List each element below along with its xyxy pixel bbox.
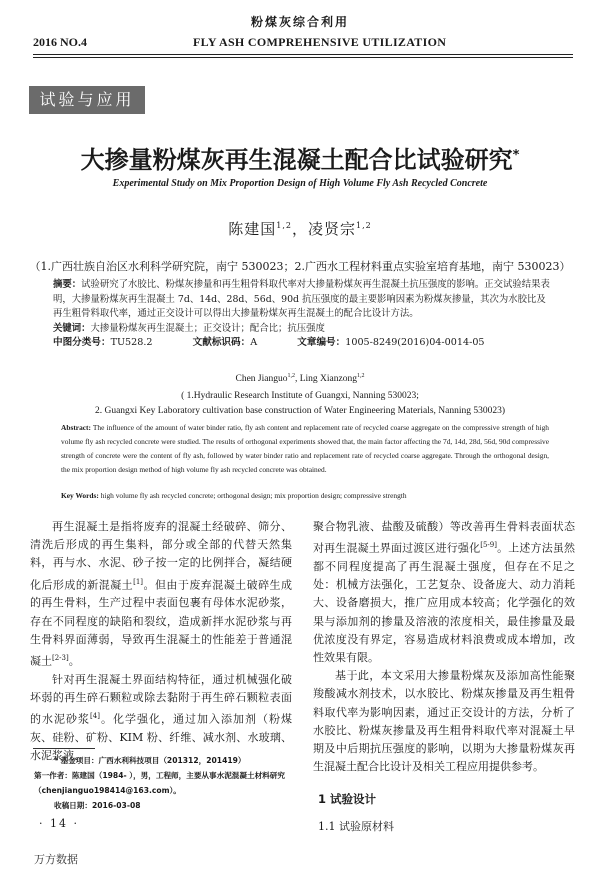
text-run: 。化学强化，通过加入添加剂（粉煤灰、硅粉、矿粉、KIM 粉、纤维、减水剂、水玻璃、水泥浆液、	[30, 713, 293, 763]
keywords-en	[61, 491, 549, 500]
header-rule	[33, 54, 573, 55]
text-run: 。	[68, 654, 80, 668]
title-footnote-mark: *	[512, 148, 520, 163]
author-2-en: Ling Xianzong	[299, 374, 357, 385]
watermark: 万方数据	[34, 853, 78, 866]
authors-en	[0, 373, 600, 384]
title-en: Experimental Study on Mix Proportion Design of High Volume Fly Ash Recycled Concrete	[112, 178, 488, 189]
keywords-cn-label: 关键词：	[53, 322, 91, 334]
text-run: 针对再生混凝土界面结构特征，通过机械强化破坏弱的再生碎石颗粒或除去黏附于再生碎石颗粒表面的水泥砂浆	[30, 672, 292, 726]
title-cn-text: 大掺量粉煤灰再生混凝土配合比试验研究	[80, 146, 513, 174]
footnote-rule	[33, 748, 95, 749]
article-id-value: 1005-8249(2016)04-0014-05	[345, 337, 485, 348]
footnote-first-author: 第一作者：陈建国（1984- ），男，工程师，主要从事水泥混凝土材料研究（chenjianguo198414@163.com）。	[34, 771, 285, 795]
running-header	[33, 35, 573, 51]
article-id-label: 文章编号：	[297, 337, 346, 348]
journal-name-cn: 粉煤灰综合利用	[250, 15, 349, 29]
body-column-right	[313, 518, 575, 777]
affiliation-en-line-1: ( 1.Hydraulic Research Institute of Guangxi, Nanning 530023;	[181, 391, 419, 401]
clc-label: 中图分类号：	[53, 337, 111, 348]
header-rule-thin	[33, 57, 573, 58]
author-2-cn: 凌贤宗	[308, 220, 357, 238]
paragraph	[313, 518, 575, 667]
text-run: 。但由于废弃混凝土破碎生成的再生骨料，生产过程中表面包裹有母体水泥砂浆，存在不同程度的缺陷和裂纹，造成新拌水泥砂浆与再生骨料界面薄弱，导致再生混凝土的性能差于普通混凝土	[30, 578, 293, 668]
classification-line	[53, 336, 551, 351]
paragraph	[30, 671, 292, 766]
author-2-en-affil: 1,2	[357, 373, 365, 379]
citation: [2-3]	[52, 654, 69, 663]
footnotes	[34, 753, 294, 813]
abstract-cn-label: 摘要：	[53, 279, 82, 290]
author-1-cn: 陈建国	[228, 220, 277, 238]
title-cn	[0, 140, 600, 175]
abstract-en-label: Abstract:	[61, 423, 91, 432]
citation: [5-9]	[480, 541, 497, 550]
doc-code-label: 文献标识码：	[192, 337, 251, 348]
abstract-en-text: The influence of the amount of water binder ratio, fly ash content and replacement rate of recycled coarse aggregate on the compressive strength of high volume fly ash recycled concrete were studied. The results of orthogonal experiments showed that, the main factor affecting the 7d, 14d, 28d, 56d, 90d compressive strength of concrete were the content of fly ash, followed by water binder ratio and replacement rate of recycled coarse aggregate. Through the orthogonal design, the mix proportion design method of high volume fly ash recycled concrete was obtained.	[61, 423, 549, 474]
author-separator: ，	[291, 220, 308, 238]
author-1-en: Chen Jianguo	[235, 374, 288, 385]
abstract-cn-text: 试验研究了水胶比、粉煤灰掺量和再生粗骨料取代率对大掺量粉煤灰再生混凝土抗压强度的影响。正交试验结果表明，大掺量粉煤灰再生混凝土 7d、14d、28d、56d、90d 抗压强度的最主要影响因素为粉煤灰掺量，其次为水胶比及再生粗骨料取代率，通过正交设计可以得出大掺量粉煤灰再生混凝土的配合比设计方法。	[53, 279, 550, 319]
text-run: 。上述方法虽然都不同程度提高了再生混凝土强度，但存在不足之处：机械方法强化，工艺复杂、设备庞大、动力消耗大、设备磨损大，推广应用成本较高；化学强化的效果与添加剂的掺量及溶液的浓度相关，最佳掺量及最优浓度没有界定，容易造成材料浪费或成本增加，改性效果有限。	[313, 541, 576, 665]
page-number: · 14 ·	[39, 817, 79, 830]
footnote-funding: * 基金项目：广西水利科技项目（201312，201419）	[54, 756, 246, 765]
section-tag: 试验与应用	[29, 86, 145, 114]
citation: [1]	[133, 577, 144, 586]
author-2-affil: 1,2	[356, 221, 372, 230]
abstract-cn-body	[53, 278, 551, 322]
keywords-en-text: high volume fly ash recycled concrete; orthogonal design; mix proportion design; compressive strength	[98, 491, 407, 500]
abstract-cn	[53, 278, 551, 351]
keywords-en-label: Key Words:	[61, 491, 99, 500]
author-1-affil: 1,2	[276, 221, 292, 230]
paragraph	[30, 518, 292, 671]
clc-value: TU528.2	[110, 337, 153, 348]
section-heading-1: 1 试验设计	[318, 792, 377, 806]
affiliation-cn: （1.广西壮族自治区水利科学研究院，南宁 530023；2.广西水工程材料重点实验室培育基地，南宁 530023）	[29, 260, 571, 273]
body-column-left	[30, 518, 292, 766]
authors-cn	[0, 218, 600, 239]
affiliation-en	[0, 389, 600, 419]
keywords-cn	[53, 322, 551, 337]
doc-code-value: A	[250, 337, 258, 348]
abstract-en	[61, 421, 549, 477]
citation: [4]	[90, 712, 100, 721]
author-en-separator: ,	[294, 374, 300, 385]
journal-name-en: FLY ASH COMPREHENSIVE UTILIZATION	[193, 35, 447, 49]
text-run: 聚合物乳液、盐酸及硫酸）等改善再生骨料表面状态对再生混凝土界面过渡区进行强化	[313, 520, 575, 555]
text-run: 再生混凝土是指将废弃的混凝土经破碎、筛分、清洗后形成的再生集料，部分或全部的代替天然集料，再与水、水泥、砂子按一定的比例拌合，凝结硬化后形成的新混凝土	[30, 520, 292, 592]
section-heading-1-1: 1.1 试验原材料	[318, 820, 394, 833]
affiliation-en-line-2: 2. Guangxi Key Laboratory cultivation base construction of Water Engineering Materials, Nanning 530023)	[94, 406, 506, 416]
year-issue: 2016 NO.4	[33, 35, 87, 49]
keywords-cn-text: 大掺量粉煤灰再生混凝土；正交设计；配合比；抗压强度	[90, 322, 325, 334]
footnote-received-date: 收稿日期：2016-03-08	[54, 801, 141, 810]
author-1-en-affil: 1,2	[287, 373, 295, 379]
paragraph: 基于此，本文采用大掺量粉煤灰及添加高性能聚羧酸减水剂技术，以水胶比、粉煤灰掺量及再生粗骨料取代率为影响因素，通过正交设计的方法，分析了水胶比、粉煤灰掺量及再生粗骨料取代率对混凝土早期及中后期抗压强度的影响，以期为大掺量粉煤灰再生混凝土配合比设计及相关工程应用提供参考。	[313, 669, 575, 774]
